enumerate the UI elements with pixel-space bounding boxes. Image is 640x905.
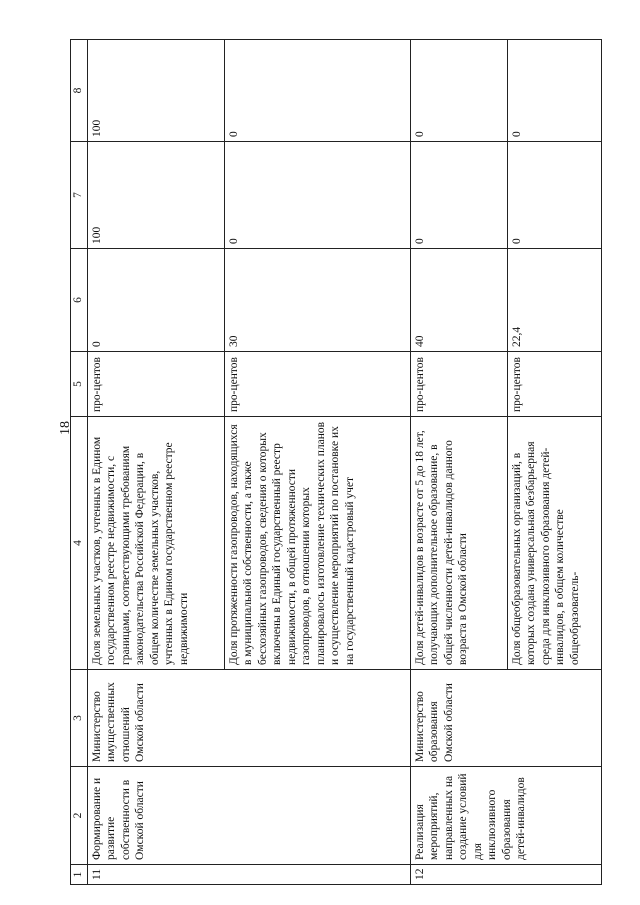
indicator-name: Доля детей-инвалидов в возрасте от 5 до 18 лет, получающих дополнительное образование, в общей численности детей-инвалидов данного возраста в Омской области (410, 417, 507, 670)
indicator-value-col7: 0 (224, 142, 410, 249)
header-cell: 5 (71, 352, 88, 417)
page-number: 18 (58, 421, 73, 435)
row-number: 11 (87, 865, 410, 885)
header-cell: 1 (71, 865, 88, 885)
header-cell: 7 (71, 142, 88, 249)
indicator-unit: про-центов (87, 352, 224, 417)
indicator-unit: про-центов (224, 352, 410, 417)
indicator-value-col8: 0 (224, 40, 410, 142)
row-number: 12 (410, 865, 601, 885)
indicator-value-col6: 0 (87, 249, 224, 352)
indicator-value-col8: 0 (507, 40, 601, 142)
event-name: Реализация мероприятий, направленных на создание условий для инклюзивного образования детей-инвалидов (410, 767, 601, 865)
indicator-value-col8: 100 (87, 40, 224, 142)
indicator-name: Доля общеобразовательных организаций, в которых создана универсальная безбарьерная среда для инклюзивного образования детей-инвалидов, в общем количестве общеобразователь- (507, 417, 601, 670)
executor-name: Министерство имущественных отношений Омской области (87, 670, 410, 767)
header-cell: 6 (71, 249, 88, 352)
header-cell: 4 (71, 417, 88, 670)
indicator-unit: про-центов (507, 352, 601, 417)
indicator-value-col7: 100 (87, 142, 224, 249)
header-cell: 8 (71, 40, 88, 142)
header-row (71, 40, 88, 885)
indicator-name: Доля протяженности газопроводов, находящихся в муниципальной собственности, а также бесхозяйных газопроводов, сведения о которых включены в Единый государственный реестр недвижимости, в общей протяженности газопроводов, в отношении которых планировалось изготовление технических планов и осуществление мероприятий по постановке их на государственный кадастровый учет (224, 417, 410, 670)
indicator-unit: про-центов (410, 352, 507, 417)
indicator-value-col7: 0 (507, 142, 601, 249)
indicator-value-col6: 30 (224, 249, 410, 352)
header-cell: 2 (71, 767, 88, 865)
header-cell: 3 (71, 670, 88, 767)
rotated-table-container (70, 40, 602, 885)
event-name: Формирование и развитие собственности в Омской области (87, 767, 410, 865)
indicator-value-col6: 22,4 (507, 249, 601, 352)
indicator-name: Доля земельных участков, учтенных в Едином государственном реестре недвижимости, с границами, соответствующими требованиям законодательства Российской Федерации, в общем количестве земельных участков, учтенных в Едином государственном реестре недвижимости (87, 417, 224, 670)
executor-name: Министерство образования Омской области (410, 670, 601, 767)
table-row (410, 40, 507, 885)
indicator-value-col8: 0 (410, 40, 507, 142)
indicators-table (70, 39, 602, 885)
indicator-value-col7: 0 (410, 142, 507, 249)
table-row (87, 40, 224, 885)
indicator-value-col6: 40 (410, 249, 507, 352)
